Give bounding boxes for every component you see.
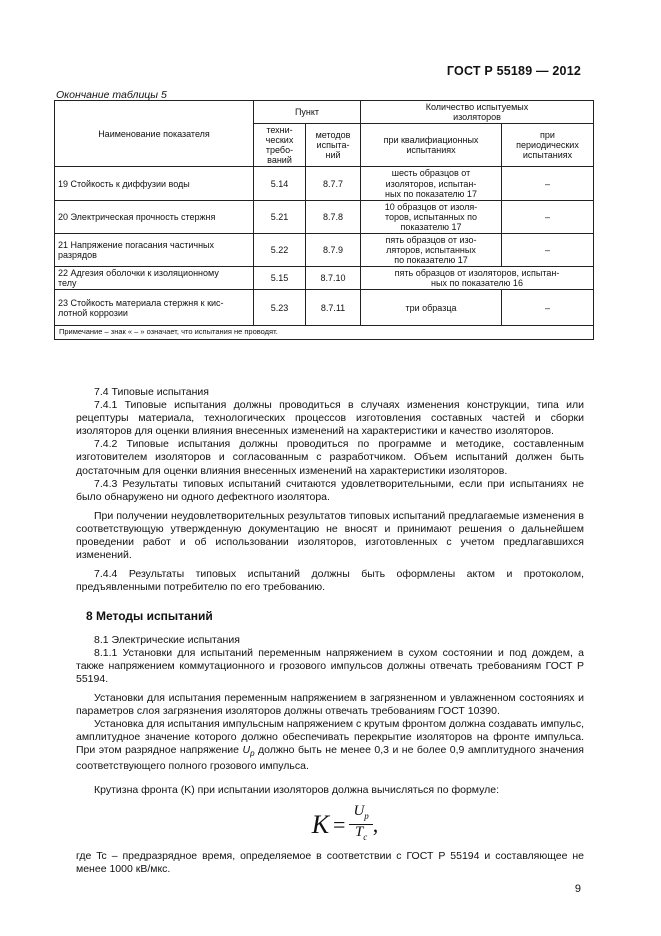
paragraph-8-1-1-c-text-b: должно быть не менее 0,3 и не более 0,9 амплитудного значения соответствующего полного грозового импульса. [76,744,584,773]
cell-periodic: – [502,167,594,200]
col-header-tech [254,124,306,167]
col-header-methods [306,124,361,167]
paragraph-8-1-1-c-text-a: Установка для испытания импульсным напряжением с крутым фронтом должна создавать импульс, амплитудное значение которого должно обеспечивать перекрытие изоляторов на фронте импульса. При этом разрядное напряжение [76,718,584,757]
cell-qual: 10 образцов от изоля- торов, испытанных по показателю 17 [361,200,502,233]
cell-tech: 5.15 [254,267,306,290]
paragraph-7-4-3-b: При получении неудовлетворительных результатов типовых испытаний предлагаемые изменения в соответствующую утвержденную документацию не вносят и принимают решения о дальнейшем проведении работ и об использовании изоляторов, изготовленных с учетом предлагавшихся изменений. [76,509,584,562]
page-number: 9 [574,883,581,895]
col-header-count-text: Количество испытуемых изоляторов [425,102,529,123]
formula-lhs: K [311,809,330,839]
table-caption: Окончание таблицы 5 [56,89,167,101]
paragraph-7-4-3: 7.4.3 Результаты типовых испытаний считаются удовлетворительными, если при испытаниях не было обнаружено ни одного дефектного изолятора. [76,477,584,503]
paragraph-7-4-4: 7.4.4 Результаты типовых испытаний должны быть оформлены актом и протоколом, предъявленными потребителю по его требованию. [76,568,584,594]
standard-header: ГОСТ Р 55189 — 2012 [446,64,581,78]
body-text [76,386,584,876]
paragraph-8-1-1-b: Установки для испытания переменным напряжением в загрязненном и увлажненном состояниях и параметров слоя загрязнения изоляторов должны отвечать требованиям ГОСТ 10390. [76,691,584,717]
formula-numerator: $U_p$ [349,805,372,825]
table-row [55,233,594,266]
col-header-qual-text: при квалифиационных испытаниях [383,135,479,156]
col-header-punkt: Пункт [254,101,361,124]
cell-tech: 5.14 [254,167,306,200]
formula-fraction [349,802,372,844]
cell-method: 8.7.9 [306,233,361,266]
cell-method: 8.7.11 [306,290,361,326]
cell-periodic: – [502,233,594,266]
cell-tech: 5.22 [254,233,306,266]
cell-name: 20 Электрическая прочность стержня [55,200,254,233]
col-header-name: Наименование показателя [55,101,254,167]
col-header-periodic-text: при периодических испытаниях [516,130,579,161]
cell-name: 22 Адгезия оболочки к изоляционному телу [55,267,254,290]
cell-periodic: – [502,200,594,233]
cell-qual: три образца [361,290,502,326]
cell-qual: пять образцов от изо- ляторов, испытанных по показателю 17 [361,233,502,266]
table-row [55,290,594,326]
formula-k: K = $\frac{U_p}{T_c}$ , [106,805,584,844]
cell-name: 21 Напряжение погасания частичных разрядов [55,233,254,266]
table-row [55,167,594,200]
heading-8-1: 8.1 Электрические испытания [94,633,240,646]
col-header-methods-text: методов испыта- ний [315,130,351,161]
symbol-u-sub: p [250,749,255,759]
formula-denominator: $T_c$ [354,823,368,842]
paragraph-8-1-1-c [76,718,584,773]
col-header-tech-text: техни- ческих требо- ваний [265,125,294,166]
table-body [55,167,594,326]
paragraph-7-4-2: 7.4.2 Типовые испытания должны проводиться по программе и методике, составленным изготовителем изоляторов и согласованным с разработчиком. Объем испытаний должен быть достаточным для оценки влияния внесенных изменений на характеристики изоляторов. [76,438,584,477]
col-header-count [361,101,594,124]
symbol-u: U [242,744,251,757]
col-header-qual [361,124,502,167]
paragraph-8-1-1: 8.1.1 Установки для испытаний переменным напряжением в сухом состоянии и под дождем, а также напряжением коммутационного и грозового импульсов должны отвечать требованиям ГОСТ Р 55194. [76,646,584,685]
formula-explanation: где Tc – предразрядное время, определяемое в соответствии с ГОСТ Р 55194 и составляющее не менее 1000 кВ/мкс. [76,849,584,875]
table-row [55,267,594,290]
cell-merged: пять образцов от изоляторов, испытан- ных по показателю 16 [361,267,594,290]
cell-periodic: – [502,290,594,326]
cell-method: 8.7.8 [306,200,361,233]
cell-tech: 5.23 [254,290,306,326]
table-row [55,200,594,233]
table-note: Примечание – знак « – » означает, что испытания не проводят. [55,326,594,339]
paragraph-7-4-1: 7.4.1 Типовые испытания должны проводиться в случаях изменения конструкции, типа или рецептуры материала, технологических процессов изготовления составных частей и сборки изоляторов для оценки влияния внесенных изменений на характеристики и качество изоляторов. [76,399,584,438]
cell-method: 8.7.10 [306,267,361,290]
table-5 [54,100,594,340]
cell-tech: 5.21 [254,200,306,233]
cell-qual: шесть образцов от изоляторов, испытан- ных по показателю 17 [361,167,502,200]
formula-intro: Крутизна фронта (K) при испытании изоляторов должна вычисляться по формуле: [94,783,500,796]
cell-name: 19 Стойкость к диффузии воды [55,167,254,200]
cell-name: 23 Стойкость материала стержня к кис- лотной коррозии [55,290,254,326]
col-header-periodic [502,124,594,167]
section-heading-8: 8 Методы испытаний [86,609,213,624]
heading-7-4: 7.4 Типовые испытания [94,386,209,398]
cell-method: 8.7.7 [306,167,361,200]
